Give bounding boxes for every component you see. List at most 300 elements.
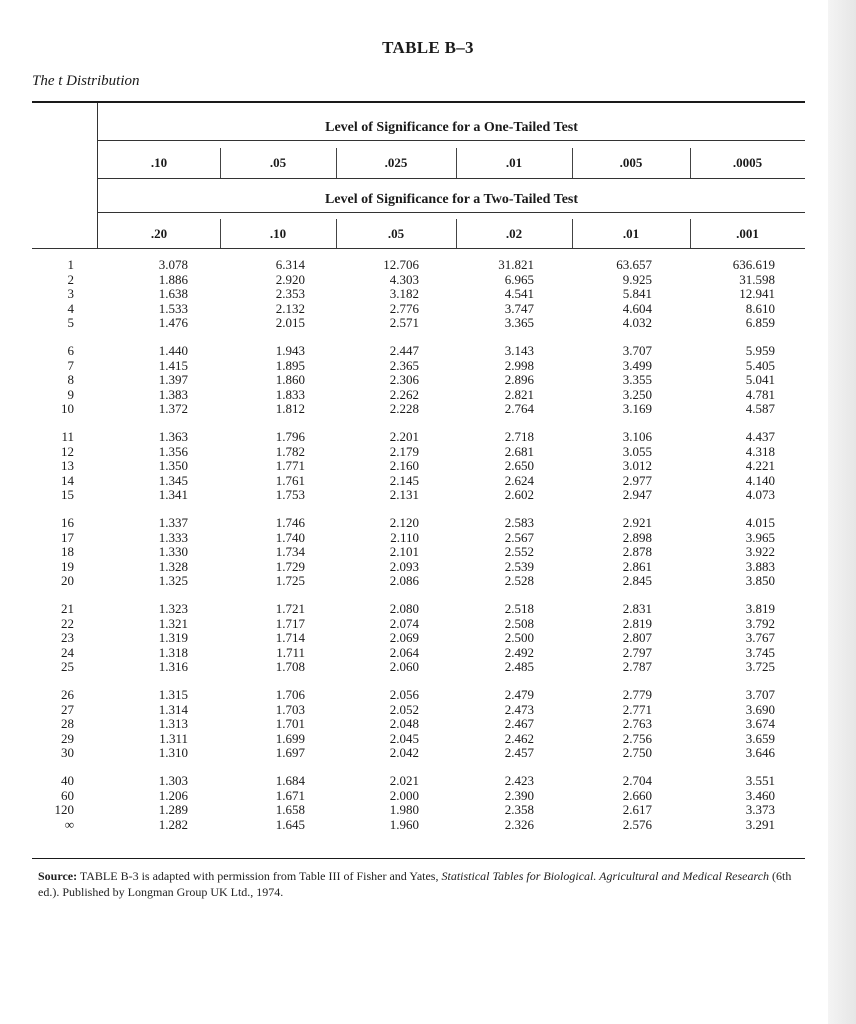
p005-cell: 2.878 (622, 544, 652, 560)
two-tailed-level-2: .10 (269, 226, 287, 241)
p10-cell: 1.303 (158, 773, 188, 788)
table-row (32, 531, 805, 545)
table-row (32, 388, 805, 402)
p05-cell: 1.782 (275, 443, 305, 459)
table-row (32, 302, 805, 316)
df-cell: 21 (61, 601, 74, 616)
p01-cell: 2.479 (504, 687, 534, 702)
p0005-cell: 3.767 (745, 630, 775, 646)
df-cell: 1 (67, 257, 74, 272)
df-cell: 6 (67, 343, 74, 358)
p025-cell: 2.080 (389, 601, 419, 616)
p005-cell: 2.617 (622, 802, 652, 818)
p0005-cell: 3.819 (745, 601, 775, 616)
table-row (32, 474, 805, 488)
p01-cell: 6.965 (504, 271, 534, 287)
one-tailed-header-rule (98, 140, 805, 141)
p005-cell: 2.921 (622, 515, 652, 530)
p01-cell: 2.718 (504, 429, 534, 444)
p01-cell: 2.326 (504, 816, 534, 832)
p0005-cell: 4.073 (745, 487, 775, 503)
p005-cell: 2.861 (622, 558, 652, 574)
df-cell: 11 (61, 429, 74, 444)
df-cell: 14 (61, 472, 74, 488)
table-row (32, 287, 805, 301)
p005-cell: 3.499 (622, 357, 652, 373)
row-group (32, 258, 805, 344)
df-cell: 10 (61, 401, 74, 417)
p01-cell: 2.492 (504, 644, 534, 660)
df-cell: 25 (61, 659, 74, 675)
p0005-cell: 4.140 (745, 472, 775, 488)
df-cell: 23 (61, 630, 74, 646)
p025-cell: 2.056 (389, 687, 419, 702)
table-row (32, 445, 805, 459)
p0005-cell: 5.959 (745, 343, 775, 358)
p0005-cell: 3.690 (745, 701, 775, 717)
p10-cell: 1.323 (158, 601, 188, 616)
p01-cell: 2.821 (504, 386, 534, 402)
p10-cell: 1.886 (158, 271, 188, 287)
df-cell: 4 (67, 300, 74, 316)
table-row (32, 602, 805, 616)
table-row (32, 545, 805, 559)
two-tailed-level-4: .02 (505, 226, 523, 241)
p05-cell: 1.771 (275, 458, 305, 474)
one-tailed-level-2: .05 (269, 155, 287, 170)
source-text-2: (6th ed.). Published by Longman Group UK Ltd., 1974. (38, 869, 792, 899)
table-row (32, 717, 805, 731)
one-tailed-levels-rule (98, 178, 805, 179)
df-cell: 12 (61, 443, 74, 459)
p0005-cell: 31.598 (739, 271, 775, 287)
p0005-cell: 3.792 (745, 615, 775, 631)
p05-cell: 2.015 (275, 315, 305, 331)
p05-cell: 1.684 (275, 773, 305, 788)
p01-cell: 2.539 (504, 558, 534, 574)
p01-cell: 2.602 (504, 487, 534, 503)
p05-cell: 1.701 (275, 716, 305, 732)
p05-cell: 1.729 (275, 558, 305, 574)
p025-cell: 1.980 (389, 802, 419, 818)
p05-cell: 1.706 (275, 687, 305, 702)
p025-cell: 2.074 (389, 615, 419, 631)
df-cell: 28 (61, 716, 74, 732)
p01-cell: 2.583 (504, 515, 534, 530)
p05-cell: 1.658 (275, 802, 305, 818)
p025-cell: 2.110 (390, 529, 419, 545)
table-row (32, 273, 805, 287)
p005-cell: 2.787 (622, 659, 652, 675)
p0005-cell: 3.707 (745, 687, 775, 702)
p01-cell: 2.528 (504, 573, 534, 589)
p10-cell: 3.078 (158, 257, 188, 272)
p10-cell: 1.289 (158, 802, 188, 818)
p01-cell: 2.896 (504, 372, 534, 388)
p025-cell: 2.262 (389, 386, 419, 402)
p025-cell: 2.306 (389, 372, 419, 388)
two-tailed-levels-row (98, 219, 805, 249)
p0005-cell: 4.587 (745, 401, 775, 417)
header-bottom-rule (32, 248, 805, 249)
p0005-cell: 3.659 (745, 730, 775, 746)
p10-cell: 1.476 (158, 315, 188, 331)
p05-cell: 1.895 (275, 357, 305, 373)
df-cell: 26 (61, 687, 74, 702)
p01-cell: 2.998 (504, 357, 534, 373)
p01-cell: 2.567 (504, 529, 534, 545)
one-tailed-levels-row (98, 148, 805, 178)
p0005-cell: 636.619 (732, 257, 775, 272)
p005-cell: 5.841 (622, 286, 652, 302)
p05-cell: 1.725 (275, 573, 305, 589)
p025-cell: 2.228 (389, 401, 419, 417)
p025-cell: 2.365 (389, 357, 419, 373)
table-row (32, 430, 805, 444)
p025-cell: 2.086 (389, 573, 419, 589)
table-row (32, 631, 805, 645)
p0005-cell: 4.221 (745, 458, 775, 474)
df-cell: 15 (61, 487, 74, 503)
df-cell: 17 (61, 529, 74, 545)
p005-cell: 3.707 (622, 343, 652, 358)
p05-cell: 2.132 (275, 300, 305, 316)
p10-cell: 1.440 (158, 343, 188, 358)
p0005-cell: 3.674 (745, 716, 775, 732)
p05-cell: 1.703 (275, 701, 305, 717)
p10-cell: 1.533 (158, 300, 188, 316)
df-cell: 5 (67, 315, 74, 331)
p005-cell: 3.012 (622, 458, 652, 474)
table-row (32, 803, 805, 817)
table-row (32, 316, 805, 330)
p05-cell: 1.746 (275, 515, 305, 530)
p10-cell: 1.415 (158, 357, 188, 373)
df-cell: 9 (67, 386, 74, 402)
p05-cell: 1.721 (275, 601, 305, 616)
one-tailed-level-6: .0005 (732, 155, 763, 170)
table-row (32, 373, 805, 387)
table-row (32, 488, 805, 502)
p025-cell: 2.120 (389, 515, 419, 530)
p025-cell: 4.303 (389, 271, 419, 287)
p025-cell: 2.069 (389, 630, 419, 646)
table-row (32, 818, 805, 832)
p005-cell: 2.763 (622, 716, 652, 732)
p10-cell: 1.310 (158, 745, 188, 761)
p01-cell: 2.390 (504, 787, 534, 803)
table-row (32, 774, 805, 788)
p0005-cell: 3.965 (745, 529, 775, 545)
p025-cell: 2.160 (389, 458, 419, 474)
p025-cell: 2.052 (389, 701, 419, 717)
t-table-body (32, 258, 805, 846)
p0005-cell: 8.610 (745, 300, 775, 316)
p025-cell: 2.045 (389, 730, 419, 746)
row-group (32, 774, 805, 846)
p0005-cell: 3.373 (745, 802, 775, 818)
p01-cell: 2.467 (504, 716, 534, 732)
bottom-rule (32, 858, 805, 859)
p005-cell: 2.771 (622, 701, 652, 717)
df-cell: 30 (61, 745, 74, 761)
table-title: TABLE B–3 (382, 38, 474, 57)
p025-cell: 2.447 (389, 343, 419, 358)
table-row (32, 746, 805, 760)
p05-cell: 1.734 (275, 544, 305, 560)
p01-cell: 2.462 (504, 730, 534, 746)
two-tailed-level-1: .20 (150, 226, 168, 241)
p005-cell: 4.032 (622, 315, 652, 331)
table-row (32, 646, 805, 660)
row-group (32, 344, 805, 430)
p005-cell: 2.807 (622, 630, 652, 646)
p025-cell: 2.042 (389, 745, 419, 761)
two-tailed-level-3: .05 (387, 226, 405, 241)
source-note (38, 868, 808, 900)
source-book-title: Statistical Tables for Biological. Agricultural and Medical Research (441, 869, 770, 883)
p005-cell: 2.845 (622, 573, 652, 589)
two-tailed-level-5: .01 (622, 226, 640, 241)
p01-cell: 3.365 (504, 315, 534, 331)
df-cell: 19 (61, 558, 74, 574)
p10-cell: 1.356 (158, 443, 188, 459)
p0005-cell: 12.941 (739, 286, 775, 302)
one-tailed-level-5: .005 (619, 155, 643, 170)
p0005-cell: 3.922 (745, 544, 775, 560)
p025-cell: 2.145 (389, 472, 419, 488)
p05-cell: 1.833 (275, 386, 305, 402)
p01-cell: 2.423 (504, 773, 534, 788)
p05-cell: 1.708 (275, 659, 305, 675)
p01-cell: 2.764 (504, 401, 534, 417)
two-tailed-header-rule (98, 212, 805, 213)
table-row (32, 359, 805, 373)
p005-cell: 3.250 (622, 386, 652, 402)
p005-cell: 2.756 (622, 730, 652, 746)
p01-cell: 2.650 (504, 458, 534, 474)
p025-cell: 2.093 (389, 558, 419, 574)
p0005-cell: 4.781 (745, 386, 775, 402)
p10-cell: 1.350 (158, 458, 188, 474)
table-row (32, 344, 805, 358)
p05-cell: 1.796 (275, 429, 305, 444)
p005-cell: 2.898 (622, 529, 652, 545)
p025-cell: 2.064 (389, 644, 419, 660)
df-cell: 8 (67, 372, 74, 388)
p025-cell: 2.131 (389, 487, 419, 503)
p0005-cell: 6.859 (745, 315, 775, 331)
table-row (32, 732, 805, 746)
p10-cell: 1.372 (158, 401, 188, 417)
p025-cell: 2.000 (389, 787, 419, 803)
df-cell: 24 (61, 644, 74, 660)
p01-cell: 2.552 (504, 544, 534, 560)
table-subtitle: The t Distribution (32, 73, 140, 89)
p005-cell: 63.657 (616, 257, 652, 272)
p005-cell: 2.779 (622, 687, 652, 702)
p10-cell: 1.363 (158, 429, 188, 444)
p0005-cell: 3.551 (745, 773, 775, 788)
p10-cell: 1.397 (158, 372, 188, 388)
p025-cell: 2.060 (389, 659, 419, 675)
source-label: Source: (38, 869, 78, 883)
p01-cell: 2.624 (504, 472, 534, 488)
df-cell: 3 (67, 286, 74, 302)
p005-cell: 2.704 (622, 773, 652, 788)
p005-cell: 3.169 (622, 401, 652, 417)
p05-cell: 2.353 (275, 286, 305, 302)
p005-cell: 2.750 (622, 745, 652, 761)
p05-cell: 1.671 (275, 787, 305, 803)
p025-cell: 2.776 (389, 300, 419, 316)
p005-cell: 3.355 (622, 372, 652, 388)
p10-cell: 1.315 (158, 687, 188, 702)
p10-cell: 1.319 (158, 630, 188, 646)
p05-cell: 1.761 (275, 472, 305, 488)
table-row (32, 617, 805, 631)
p005-cell: 2.831 (622, 601, 652, 616)
p05-cell: 1.860 (275, 372, 305, 388)
p05-cell: 2.920 (275, 271, 305, 287)
p01-cell: 3.747 (504, 300, 534, 316)
p10-cell: 1.318 (158, 644, 188, 660)
p005-cell: 2.660 (622, 787, 652, 803)
df-cell: 120 (54, 802, 74, 818)
p05-cell: 1.645 (275, 816, 305, 832)
p0005-cell: 3.460 (745, 787, 775, 803)
p005-cell: 3.055 (622, 443, 652, 459)
p01-cell: 2.473 (504, 701, 534, 717)
table-row (32, 459, 805, 473)
p0005-cell: 4.015 (745, 515, 775, 530)
p005-cell: 2.576 (622, 816, 652, 832)
table-row (32, 516, 805, 530)
p10-cell: 1.328 (158, 558, 188, 574)
p01-cell: 2.485 (504, 659, 534, 675)
p10-cell: 1.638 (158, 286, 188, 302)
p01-cell: 2.508 (504, 615, 534, 631)
p01-cell: 2.518 (504, 601, 534, 616)
table-row (32, 258, 805, 272)
p10-cell: 1.311 (159, 730, 188, 746)
p05-cell: 1.753 (275, 487, 305, 503)
p025-cell: 2.179 (389, 443, 419, 459)
p05-cell: 1.812 (275, 401, 305, 417)
df-cell: 13 (61, 458, 74, 474)
p10-cell: 1.325 (158, 573, 188, 589)
p05-cell: 1.714 (275, 630, 305, 646)
p0005-cell: 3.850 (745, 573, 775, 589)
source-text-1: TABLE B-3 is adapted with permission from Table III of Fisher and Yates, (77, 869, 442, 883)
p10-cell: 1.333 (158, 529, 188, 545)
table-row (32, 703, 805, 717)
p025-cell: 3.182 (389, 286, 419, 302)
df-cell: 60 (61, 787, 74, 803)
table-row (32, 789, 805, 803)
df-cell: 18 (61, 544, 74, 560)
p01-cell: 4.541 (504, 286, 534, 302)
one-tailed-level-4: .01 (505, 155, 523, 170)
p005-cell: 3.106 (622, 429, 652, 444)
p025-cell: 2.021 (389, 773, 419, 788)
df-cell: 27 (61, 701, 74, 717)
p01-cell: 31.821 (498, 257, 534, 272)
p0005-cell: 3.646 (745, 745, 775, 761)
one-tailed-level-3: .025 (384, 155, 408, 170)
two-tailed-header: Level of Significance for a Two-Tailed Test (324, 192, 579, 207)
p10-cell: 1.330 (158, 544, 188, 560)
p0005-cell: 3.725 (745, 659, 775, 675)
p01-cell: 2.358 (504, 802, 534, 818)
page-edge-shadow (828, 0, 856, 1024)
table-row (32, 660, 805, 674)
df-cell: 20 (61, 573, 74, 589)
p05-cell: 1.943 (275, 343, 305, 358)
table-row (32, 574, 805, 588)
p0005-cell: 4.318 (745, 443, 775, 459)
p025-cell: 2.201 (389, 429, 419, 444)
p01-cell: 2.681 (504, 443, 534, 459)
df-cell: ∞ (64, 816, 74, 832)
df-cell: 2 (67, 271, 74, 287)
p05-cell: 6.314 (275, 257, 305, 272)
df-cell: 29 (61, 730, 74, 746)
p05-cell: 1.699 (275, 730, 305, 746)
p025-cell: 2.048 (389, 716, 419, 732)
p025-cell: 1.960 (389, 816, 419, 832)
p10-cell: 1.337 (158, 515, 188, 530)
table-row (32, 402, 805, 416)
p10-cell: 1.314 (158, 701, 188, 717)
p10-cell: 1.282 (158, 816, 188, 832)
p0005-cell: 3.745 (745, 644, 775, 660)
p05-cell: 1.740 (275, 529, 305, 545)
p10-cell: 1.383 (158, 386, 188, 402)
df-cell: 7 (67, 357, 74, 373)
one-tailed-header: Level of Significance for a One-Tailed Test (325, 120, 578, 135)
p0005-cell: 3.883 (745, 558, 775, 574)
df-cell: 16 (61, 515, 74, 530)
row-group (32, 430, 805, 516)
p0005-cell: 5.405 (745, 357, 775, 373)
table-row (32, 560, 805, 574)
p10-cell: 1.206 (158, 787, 188, 803)
p01-cell: 2.457 (504, 745, 534, 761)
p005-cell: 9.925 (622, 271, 652, 287)
row-group (32, 516, 805, 602)
df-cell: 22 (61, 615, 74, 631)
p005-cell: 2.947 (622, 487, 652, 503)
p0005-cell: 3.291 (745, 816, 775, 832)
df-cell: 40 (61, 773, 74, 788)
p10-cell: 1.313 (158, 716, 188, 732)
p05-cell: 1.711 (276, 644, 305, 660)
table-row (32, 688, 805, 702)
p01-cell: 2.500 (504, 630, 534, 646)
p025-cell: 2.571 (389, 315, 419, 331)
p10-cell: 1.316 (158, 659, 188, 675)
p005-cell: 4.604 (622, 300, 652, 316)
row-group (32, 688, 805, 774)
p005-cell: 2.977 (622, 472, 652, 488)
two-tailed-level-6: .001 (736, 226, 759, 241)
p0005-cell: 4.437 (745, 429, 775, 444)
top-rule (32, 101, 805, 103)
p005-cell: 2.797 (622, 644, 652, 660)
p10-cell: 1.341 (158, 487, 188, 503)
p10-cell: 1.321 (158, 615, 188, 631)
